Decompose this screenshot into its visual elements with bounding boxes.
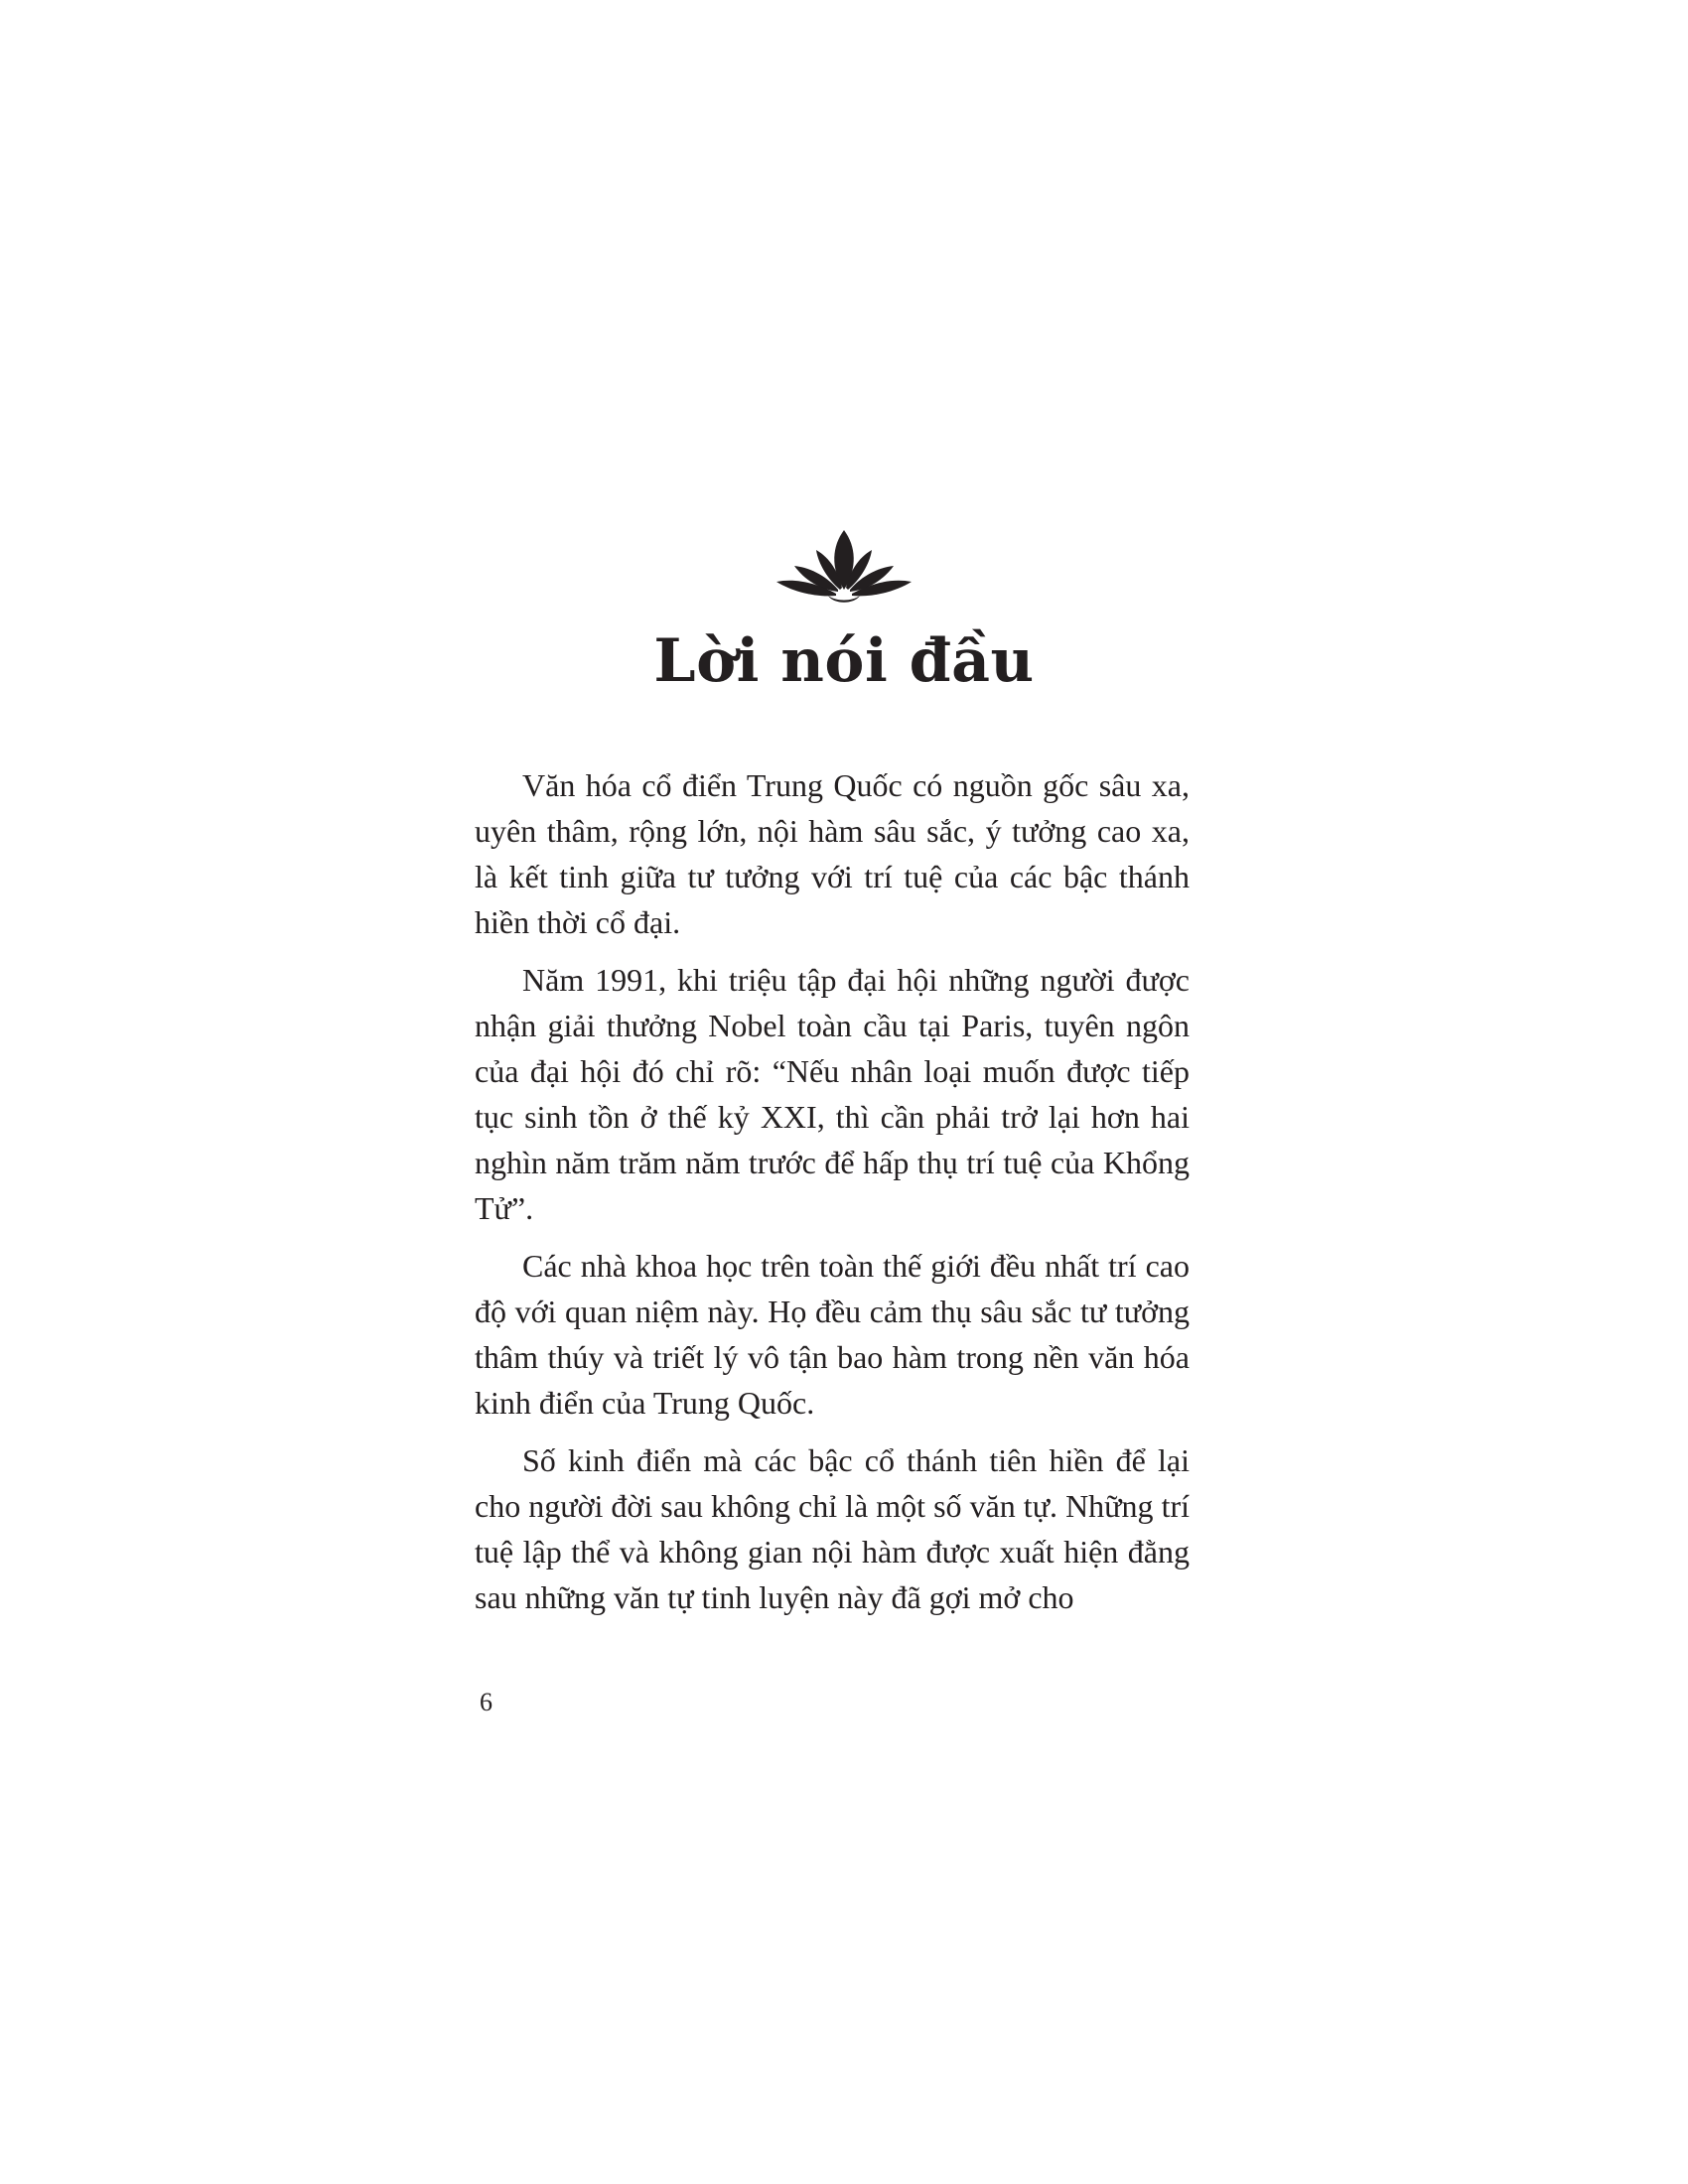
paragraph: Số kinh điển mà các bậc cổ thánh tiên hiền để lại cho người đời sau không chỉ là một số văn tự. Những trí tuệ lập thể và không gian nội hàm được xuất hiện đằng sau những văn tự tinh luyện này đã gợi mở cho [475,1442,1190,1615]
paragraph: Các nhà khoa học trên toàn thế giới đều nhất trí cao độ với quan niệm này. Họ đều cảm thụ sâu sắc tư tưởng thâm thúy và triết lý vô tận bao hàm trong nền văn hóa kinh điển của Trung Quốc. [475,1248,1190,1421]
chapter-title: Lời nói đầu [653,626,1035,696]
page-number: 6 [480,1688,492,1716]
paragraph: Năm 1991, khi triệu tập đại hội những người được nhận giải thưởng Nobel toàn cầu tại Paris, tuyên ngôn của đại hội đó chỉ rõ: “Nếu nhân loại muốn được tiếp tục sinh tồn ở thế kỷ XXI, thì cần phải trở lại hơn hai nghìn năm trăm năm trước để hấp thụ trí tuệ của Khổng Tử”. [475,962,1190,1226]
body-text [475,762,1190,1632]
lotus-icon [774,528,914,606]
paragraph: Văn hóa cổ điển Trung Quốc có nguồn gốc sâu xa, uyên thâm, rộng lớn, nội hàm sâu sắc, ý tưởng cao xa, là kết tinh giữa tư tưởng với trí tuệ của các bậc thánh hiền thời cổ đại. [475,767,1190,940]
